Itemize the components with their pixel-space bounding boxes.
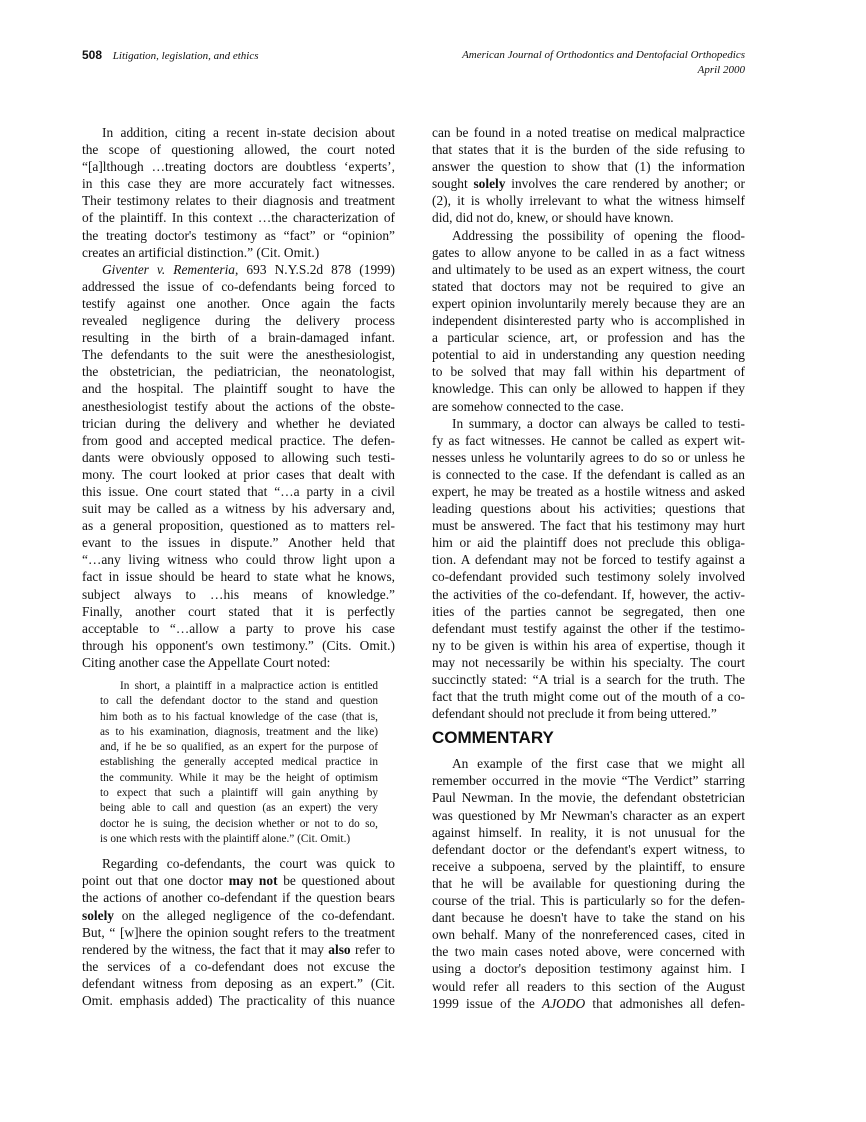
text-line: subject always to …his means of knowledge.” bbox=[82, 586, 395, 602]
text-line bbox=[82, 941, 395, 958]
text-line: But, “ [w]here the opinion sought refers to the treatment bbox=[82, 924, 395, 940]
text-line: is connected to the case. If the defendant is called as an bbox=[432, 466, 745, 482]
text-line: him both as to his factual knowledge of the case (that is, bbox=[100, 710, 378, 723]
text-line: Finally, another court stated that it is perfectly bbox=[82, 603, 395, 619]
text-line bbox=[432, 995, 745, 1012]
text-line: may not necessarily be within his specialty. The court bbox=[432, 654, 745, 670]
paragraph bbox=[432, 124, 745, 227]
text-line: (2), it is wholly irrelevant to what the witness himself bbox=[432, 193, 745, 209]
text-line: anesthesiologist testify about the actions of the obste- bbox=[82, 398, 395, 414]
text-line: are somehow connected to the case. bbox=[432, 398, 624, 414]
text-line: this issue. One court stated that “…a party in a civil bbox=[82, 483, 395, 499]
text-line: fact that the truth might come out of the mouth of a co- bbox=[432, 689, 745, 705]
text-line: the actions of another co-defendant if the question bears bbox=[82, 890, 395, 906]
text-line: independent disinterested party who is accomplished in bbox=[432, 313, 745, 329]
text-line: that he will be available for questioning during the bbox=[432, 875, 745, 891]
text-line: that states that it is the burden of the side refusing to bbox=[432, 142, 745, 158]
text-line: Paul Newman. In the movie, the defendant obstetrician bbox=[432, 790, 745, 806]
text-line: mony. The court looked at prior cases that dealt with bbox=[82, 466, 395, 482]
text-line: a particular science, art, or profession and has the bbox=[432, 330, 745, 346]
text-line: succinctly stated: “A trial is a search for the truth. The bbox=[432, 672, 745, 687]
text-line bbox=[82, 872, 395, 889]
paragraph bbox=[432, 227, 745, 415]
text-line: the obstetrician, the pediatrician, the neonatologist, bbox=[82, 364, 395, 380]
text-line: In addition, citing a recent in-state decision about bbox=[102, 125, 395, 140]
section-heading: COMMENTARY bbox=[432, 728, 554, 748]
text-line: being able to call and question (as an expert) the very bbox=[100, 802, 378, 815]
page-number: 508 bbox=[82, 48, 103, 62]
text-line: through his opponent's own testimony.” (Cits. Omit.) bbox=[82, 637, 395, 653]
text-line: doctor he is suing, the decision whether or not to do so, bbox=[100, 817, 378, 830]
text-line: defendant should not preclude it from being uttered.” bbox=[432, 706, 717, 722]
text-line: stated that doctors may not be required to give an bbox=[432, 278, 745, 294]
section-title: Litigation, legislation, and ethics bbox=[112, 50, 259, 62]
text-line: acceptable to “…allow a party to prove his case bbox=[82, 620, 395, 636]
text-line: to call the defendant doctor to the stand and question bbox=[100, 695, 378, 708]
text-line: expert opinion involuntarily merely because they are an bbox=[432, 295, 745, 311]
text-line: revealed negligence during the delivery process bbox=[82, 313, 395, 329]
text-line: nesses unless he voluntarily agrees to do so or unless he bbox=[432, 449, 745, 465]
right-column bbox=[432, 124, 745, 1012]
text-line: testify against one another. Once again the facts bbox=[82, 295, 395, 311]
text-line bbox=[432, 175, 745, 192]
text-line: addressed the issue of co-defendants being forced to bbox=[82, 278, 395, 294]
text-line: and, if he be so qualified, as an expert for the purpose of bbox=[100, 741, 378, 754]
text-span: on the alleged negligence of the co-defendant. bbox=[114, 907, 395, 923]
text-line: trician during the delivery and whether he deviated bbox=[82, 415, 395, 431]
text-line: can be found in a noted treatise on medical malpractice bbox=[432, 125, 745, 140]
text-span: 1999 issue of the bbox=[432, 995, 543, 1011]
text-line: expert, he may be treated as a hostile witness and asked bbox=[432, 483, 745, 499]
text-line: as a general proposition, questioned as to matters rel- bbox=[82, 518, 395, 534]
paragraph bbox=[432, 415, 745, 723]
text-line: defendant doctor or the defendant's expert witness, to bbox=[432, 841, 745, 857]
text-line: dant because he doesn't have to take the stand on his bbox=[432, 910, 745, 926]
text-line: him or aid the plaintiff does not preclude this obliga- bbox=[432, 535, 745, 551]
running-header-left bbox=[82, 48, 259, 62]
paragraph bbox=[82, 124, 395, 261]
bold-text: may not bbox=[228, 873, 278, 889]
text-line: receive a subpoena, served by the plaintiff, to ensure bbox=[432, 858, 745, 874]
text-line: Their testimony relates to their diagnosis and treatment bbox=[82, 193, 395, 209]
text-line: the services of a co-defendant does not excuse the bbox=[82, 958, 395, 974]
text-line: ny to be given is within his area of expertise, though it bbox=[432, 637, 745, 653]
text-line: suit may be called as a witness by his adversary and, bbox=[82, 501, 395, 517]
text-span: involves the care rendered by another; or bbox=[505, 176, 745, 192]
text-line: establishing the generally accepted medical practice in bbox=[100, 756, 378, 769]
text-line: course of the trial. This is particularly so for the defen- bbox=[432, 893, 745, 909]
text-line: the scope of questioning allowed, the court noted bbox=[82, 142, 395, 158]
text-line: tion. A defendant may not be forced to testify against a bbox=[432, 552, 745, 568]
text-line: An example of the first case that we might all bbox=[452, 756, 745, 772]
text-line: Addressing the possibility of opening the flood- bbox=[452, 227, 745, 243]
text-line: using a doctor's deposition testimony against him. I bbox=[432, 961, 745, 977]
text-line: Citing another case the Appellate Court noted: bbox=[82, 654, 331, 670]
text-line: the two main cases noted above, were concerned with bbox=[432, 944, 745, 960]
text-line: was questioned by Mr Newman's character as an expert bbox=[432, 807, 745, 823]
block-quote bbox=[100, 679, 378, 847]
bold-text: solely bbox=[473, 176, 506, 192]
text-line: answer the question to show that (1) the information bbox=[432, 159, 745, 175]
text-line: defendant witness from deposing as an expert.” (Cit. bbox=[82, 975, 395, 991]
text-line: to be solved that may fall within his department of bbox=[432, 364, 745, 380]
text-line: must be answered. The fact that his testimony may hurt bbox=[432, 518, 745, 534]
text-span: , 693 N.Y.S.2d 878 (1999) bbox=[235, 261, 396, 277]
text-line: “…any living witness who could throw light upon a bbox=[82, 552, 395, 568]
text-line: and ultimately to be used as an expert witness, the court bbox=[432, 261, 745, 277]
text-span: point out that one doctor bbox=[82, 873, 229, 889]
text-line: gates to allow anyone to be called in as a fact witness bbox=[432, 244, 745, 260]
left-column bbox=[82, 124, 395, 1009]
text-line: In short, a plaintiff in a malpractice action is entitled bbox=[120, 680, 378, 692]
text-line: of the plaintiff. In this context …the characterization of bbox=[82, 210, 395, 226]
text-line: dants were obviously opposed to allowing such testi- bbox=[82, 449, 395, 465]
text-line: The defendants to the suit were the anesthesiologist, bbox=[82, 347, 395, 363]
running-header-right bbox=[462, 48, 745, 78]
text-line: as to his examination, diagnosis, treatment and the like) bbox=[100, 725, 378, 738]
italic-text: Giventer v. Rementeria bbox=[102, 261, 236, 277]
text-line: In summary, a doctor can always be called to testi- bbox=[452, 415, 745, 431]
text-line: remember occurred in the movie “The Verdict” starring bbox=[432, 773, 745, 789]
text-span: that admonishes all defen- bbox=[585, 995, 746, 1011]
text-line: fy as fact witnesses. He cannot be called as expert wit- bbox=[432, 432, 745, 448]
text-line: fact in issue should be heard to state what he knows, bbox=[82, 569, 395, 585]
text-line: leading questions about his activities; questions that bbox=[432, 501, 745, 517]
text-line: would refer all readers to this section of the August bbox=[432, 978, 745, 994]
text-line: knowledge. This can only be allowed to happen if they bbox=[432, 381, 745, 397]
text-span: refer to bbox=[350, 941, 395, 957]
text-span: rendered by the witness, the fact that it may bbox=[82, 941, 329, 957]
text-line: own behalf. Many of the nonreferenced cases, cited in bbox=[432, 927, 745, 943]
text-line: co-defendant provided such testimony solely involved bbox=[432, 569, 745, 585]
issue-date: April 2000 bbox=[697, 64, 745, 76]
text-line: Regarding co-defendants, the court was quick to bbox=[102, 856, 395, 872]
bold-text: solely bbox=[82, 907, 114, 923]
text-line: did, did not do, knew, or should have known. bbox=[432, 210, 674, 226]
text-line: Omit. emphasis added) The practicality of this nuance bbox=[82, 993, 395, 1009]
text-line: is one which rests with the plaintiff alone.” (Cit. Omit.) bbox=[100, 832, 351, 845]
text-line: in this case they are more accurately fact witnesses. bbox=[82, 176, 395, 192]
text-span: be questioned about bbox=[277, 873, 396, 889]
text-line: defendant must testify against the other if the testimo- bbox=[432, 620, 745, 636]
text-line: from good and accepted medical practice. The defen- bbox=[82, 432, 395, 448]
bold-text: also bbox=[328, 941, 351, 957]
text-line: evant to the issues in dispute.” Another held that bbox=[82, 535, 395, 551]
paragraph bbox=[82, 261, 395, 671]
paragraph bbox=[82, 855, 395, 1009]
text-line: “[a]lthough …treating doctors are doubtless ‘experts’, bbox=[82, 159, 395, 175]
text-line: and the hospital. The plaintiff sought to have the bbox=[82, 381, 395, 397]
text-line: resulting in the birth of a brain-damaged infant. bbox=[82, 330, 395, 346]
journal-title: American Journal of Orthodontics and Dentofacial Orthopedics bbox=[462, 49, 745, 61]
text-line bbox=[82, 907, 395, 924]
text-line: the community. While it may be the height of optimism bbox=[100, 771, 378, 784]
italic-text: AJODO bbox=[542, 995, 586, 1011]
text-line bbox=[82, 261, 395, 278]
text-line: against himself. In reality, it is not unusual for the bbox=[432, 824, 745, 840]
text-span: sought bbox=[432, 176, 474, 192]
text-line: the activities of the co-defendant. If, however, the activ- bbox=[432, 586, 745, 602]
text-line: the treating doctor's testimony as “fact” or “opinion” bbox=[82, 227, 395, 243]
paragraph bbox=[432, 755, 745, 1011]
text-line: ities of the parties cannot be segregated, then one bbox=[432, 603, 745, 619]
text-line: creates an artificial distinction.” (Cit. Omit.) bbox=[82, 244, 320, 260]
text-line: to expect that such a plaintiff will gain anything by bbox=[100, 787, 378, 800]
text-line: potential to aid in understanding any question needing bbox=[432, 347, 745, 363]
